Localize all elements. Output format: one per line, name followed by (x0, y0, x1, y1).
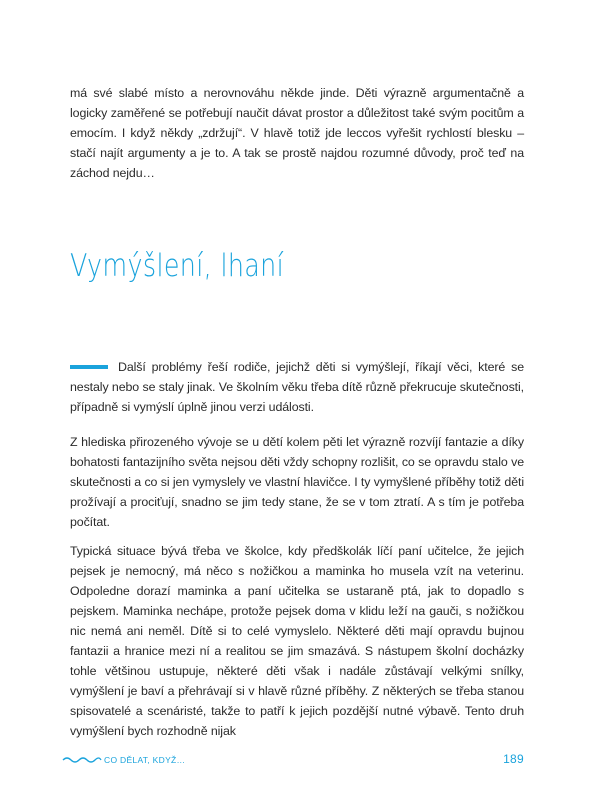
paragraph-fantasy-development: Z hlediska přirozeného vývoje se u dětí kolem pěti let výrazně rozvíjí fantazie a díky bohatosti fantazijního světa nejsou děti vždy schopny rozlišit, co se opravdu stalo ve skutečnosti a co si jen vymyslely ve vlastní hlavičce. I ty vymyšlené příběhy totiž děti prožívají a prociťují, snadno se jim tedy stane, že se v tom ztratí. A s tím je potřeba počítat. (70, 435, 524, 529)
paragraph-lead: Další problémy řeší rodiče, jejichž děti si vymýšlejí, říkají věci, které se nestaly nebo se staly jinak. Ve školním věku třeba dítě různě překrucuje skutečnosti, případně si vymýslí úplně jinou verzi události. (70, 360, 524, 414)
paragraph-continuation: má své slabé místo a nerovnováhu někde jinde. Děti výrazně argumentačně a logicky zaměřené se potřebují naučit dávat prostor a důležitost také svým pocitům a emocím. I když někdy „zdržují“. V hlavě totiž jde leccos vyřešit rychlostí blesku – stačí najít argumenty a je to. A tak se prostě najdou rozumné důvody, proč teď na záchod nejdu… (70, 86, 524, 180)
section-heading: Vymýšlení, lhaní (70, 248, 285, 284)
running-title: CO DĚLAT, KDYŽ… (104, 755, 186, 765)
paragraph-typical-situation: Typická situace bývá třeba ve školce, kdy předškolák líčí paní učitelce, že jejich pejsek je nemocný, má něco s nožičkou a maminka ho musela vzít na veterinu. Odpoledne dorazí maminka a paní učitelka se ustaraně ptá, jak to dopadlo s pejskem. Maminka nechápe, protože pejsek doma v klidu leží na gauči, s nožičkou nic nemá ani neměl. Dítě si to celé vymyslelo. Některé děti mají opravdu bujnou fantazii a hranice mezi ní a realitou se jim smazává. S nástupem školní docházky tohle většinou ustupuje, některé děti však i nadále zůstávají velkými snílky, vymýšlení je baví a přehrávají si v hlavě různé příběhy. Z některých se třeba stanou spisovatelé a scenáristé, takže to patří k jejich pozdější nutné výbavě. Tento druh vymýšlení bych rozhodně nijak (70, 544, 524, 738)
page-number: 189 (503, 752, 524, 766)
tilde-wave-icon (62, 754, 102, 766)
